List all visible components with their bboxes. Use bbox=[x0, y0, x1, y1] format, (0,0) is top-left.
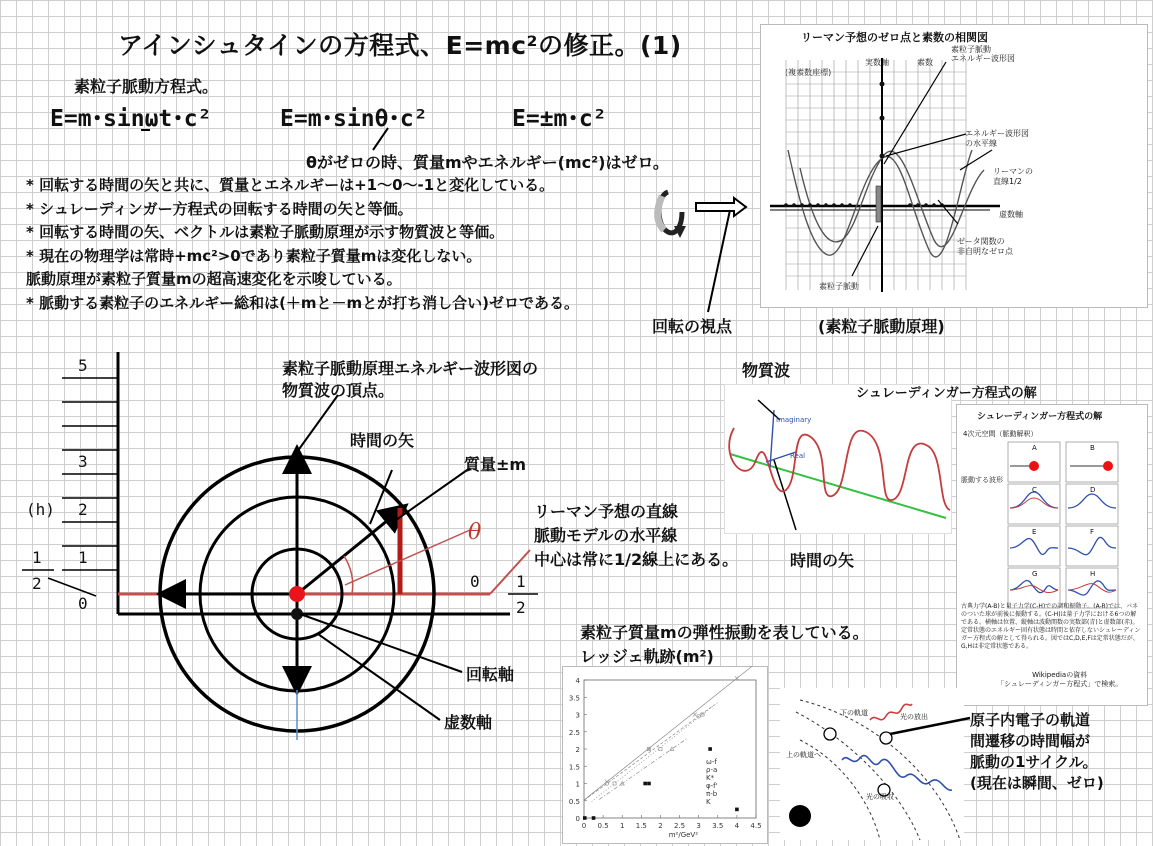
regge-x-axis-label: m²/GeV² bbox=[668, 831, 699, 839]
schrodinger-source: Wikipediaの資料 「シュレーディンガー方程式」で検索。 bbox=[997, 671, 1123, 688]
regge-subheading: レッジェ軌跡(m²) bbox=[580, 647, 714, 666]
imag-axis-label: 虚数軸 bbox=[444, 713, 493, 732]
regge-x-tick-label: 1.5 bbox=[635, 822, 647, 830]
subtitle: 素粒子脈動方程式。 bbox=[74, 77, 219, 96]
h-unit-label: (h) bbox=[26, 500, 55, 519]
regge-legend-entry: ω-f bbox=[706, 758, 717, 766]
tick-0: 0 bbox=[78, 594, 88, 613]
riemann-graph-title: リーマン予想のゼロ点と素数の相関図 bbox=[801, 31, 988, 44]
real-axis-tag: Real bbox=[790, 452, 806, 460]
regge-y-tick-label: 0.5 bbox=[568, 797, 580, 806]
regge-x-tick-label: 4.5 bbox=[750, 822, 762, 830]
rotation-icon bbox=[658, 192, 686, 238]
matter-wave-time-arrow: 時間の矢 bbox=[790, 551, 855, 570]
regge-y-tick-label: 4 bbox=[575, 677, 580, 685]
regge-y-tick-label: 1 bbox=[575, 780, 580, 789]
schrodinger-cell-label: G bbox=[1032, 570, 1038, 578]
rotation-viewpoint-label: 回転の視点 bbox=[652, 317, 733, 336]
regge-y-tick-label: 3.5 bbox=[568, 694, 580, 703]
bullet-item: 脈動原理が素粒子質量mの超高速変化を示唆している。 bbox=[26, 270, 402, 288]
regge-data-point bbox=[647, 782, 651, 786]
right-zero-label: 0 bbox=[470, 572, 480, 591]
tick-3: 3 bbox=[78, 452, 88, 471]
electron-orbit-plot bbox=[789, 700, 970, 840]
regge-data-point bbox=[735, 808, 739, 812]
regge-y-tick-label: 2 bbox=[575, 746, 580, 754]
regge-legend-entry: φ-f' bbox=[706, 782, 718, 790]
regge-x-tick-label: 4 bbox=[734, 822, 740, 830]
matter-wave-plot bbox=[729, 400, 950, 530]
regge-x-tick-label: 2.5 bbox=[673, 822, 686, 830]
regge-x-tick-label: 3 bbox=[696, 822, 701, 830]
bullet-item: * 現在の物理学は常時+mc²>0であり素粒子質量mは変化しない。 bbox=[26, 246, 482, 265]
schrodinger-cell-label: F bbox=[1090, 528, 1095, 536]
imag-axis-label-top: 虚数軸 bbox=[999, 210, 1023, 219]
regge-data-point bbox=[592, 816, 596, 820]
schrodinger-cell-label: C bbox=[1032, 486, 1037, 494]
energy-level-label: エネルギー波形図 の水平線 bbox=[965, 129, 1029, 148]
equation-3: E=±m･c² bbox=[512, 106, 607, 132]
regge-y-tick-label: 3 bbox=[575, 711, 580, 720]
riemann-line-label: リーマンの 直線1/2 bbox=[993, 167, 1033, 186]
schrodinger-grid bbox=[1008, 442, 1118, 608]
schrodinger-label-2: 脈動する波形 bbox=[961, 476, 1003, 484]
half-right-numerator: 1 bbox=[516, 572, 526, 591]
electron-transition-note: 原子内電子の軌道 間遷移の時間幅が 脈動の1サイクル。 (現在は瞬間、ゼロ) bbox=[970, 711, 1104, 792]
particle-pulse-label: 素粒子脈動 bbox=[819, 282, 859, 291]
regge-heading: 素粒子質量mの弾性振動を表している。 bbox=[580, 623, 869, 642]
riemann-line-note: リーマン予想の直線 脈動モデルの水平線 中心は常に1/2線上にある。 bbox=[534, 502, 739, 569]
emission-label: 光の放出 bbox=[900, 713, 928, 721]
regge-data-point bbox=[708, 747, 712, 751]
schrodinger-label-1: 4次元空間（脈動解釈） bbox=[963, 430, 1038, 438]
viewpoint-leader-line bbox=[708, 210, 730, 312]
schrodinger-cell-label: H bbox=[1090, 570, 1096, 578]
real-axis-label: 実数軸 bbox=[865, 58, 889, 67]
regge-legend-entry: ρ-a bbox=[706, 766, 718, 774]
schrodinger-panel-title: シュレーディンガー方程式の解 bbox=[977, 412, 1103, 422]
pulsation-wave-label: 素粒子脈動 エネルギー波形図 bbox=[951, 45, 1015, 63]
imaginary-axis-tag: Imaginary bbox=[776, 416, 812, 424]
complex-coord-label: (複素数座標) bbox=[785, 68, 832, 77]
bullet-item: * 脈動する素粒子のエネルギー総和は(＋mと－mとが打ち消し合い)ゼロである。 bbox=[26, 293, 580, 312]
tick-5: 5 bbox=[78, 356, 88, 375]
theta-symbol: θ bbox=[468, 520, 482, 545]
tick-2: 2 bbox=[78, 500, 88, 519]
half-left-denominator: 2 bbox=[32, 574, 42, 593]
theta-leader-line bbox=[373, 128, 388, 150]
regge-x-tick-label: 3.5 bbox=[712, 822, 724, 830]
schrodinger-cell-label: E bbox=[1032, 528, 1037, 536]
regge-legend-entry: K bbox=[706, 798, 711, 806]
time-arrow-label: 時間の矢 bbox=[350, 431, 415, 450]
matter-wave-label: 物質波 bbox=[742, 361, 791, 380]
regge-chart bbox=[569, 666, 762, 839]
bullet-item: * シュレーディンガー方程式の回転する時間の矢と等価。 bbox=[26, 199, 413, 218]
equation-1: E=m･sinωt･c² bbox=[50, 106, 212, 132]
regge-y-tick-label: 0 bbox=[575, 815, 580, 823]
regge-x-tick-label: 0 bbox=[581, 822, 587, 830]
page-title: アインシュタインの方程式、E=mc²の修正。(1) bbox=[118, 31, 682, 60]
theta-note: θがゼロの時、質量mやエネルギー(mc²)はゼロ。 bbox=[306, 153, 669, 172]
schrodinger-cell-label: B bbox=[1090, 444, 1095, 452]
zeta-zero-label: ゼータ関数の 非自明なゼロ点 bbox=[957, 237, 1013, 256]
upper-orbit-label: 上の軌道へ bbox=[786, 751, 821, 759]
circle-diagram bbox=[22, 352, 538, 740]
rotation-axis-label: 回転軸 bbox=[466, 665, 515, 684]
regge-data-point bbox=[643, 782, 647, 786]
regge-y-tick-label: 1.5 bbox=[568, 763, 580, 772]
regge-x-tick-label: 0.5 bbox=[597, 822, 609, 830]
regge-data-point bbox=[583, 816, 587, 820]
regge-legend-entry: K* bbox=[706, 774, 715, 782]
equation-2: E=m･sinθ･c² bbox=[280, 106, 428, 132]
absorption-label: 光の吸収 bbox=[866, 793, 894, 801]
bullet-item: * 回転する時間の矢、ベクトルは素粒子脈動原理が示す物質波と等価。 bbox=[26, 223, 505, 241]
half-left-numerator: 1 bbox=[32, 548, 42, 567]
regge-y-tick-label: 2.5 bbox=[568, 728, 580, 737]
regge-x-tick-label: 2 bbox=[658, 822, 663, 830]
schrodinger-cell-label: A bbox=[1032, 444, 1037, 452]
mass-label: 質量±m bbox=[464, 455, 527, 474]
primes-label: 素数 bbox=[917, 58, 933, 67]
regge-plot-frame bbox=[584, 680, 756, 818]
viewpoint-arrow bbox=[696, 198, 746, 216]
riemann-graph-plot bbox=[770, 58, 1000, 292]
schrodinger-caption: 古典力学(A-B)と量子力学(C-H)での調和振動子。(A-B)では、バネのついた球が前後に振動する。(C-H)は量子力学における6つの解である。横軸は位置、縦軸は波動関数の実数部(青)と虚数部(赤)。定常状態のエネルギー固有状態は時間と依存しないシュレーディンガー方程式の解として得られる。図ではC,D,E,Fは定常状態だが、G,Hは非定常状態である。 bbox=[961, 603, 1141, 650]
schrodinger-cell-label: D bbox=[1090, 486, 1096, 494]
regge-legend-entry: π-b bbox=[706, 790, 718, 798]
tick-1: 1 bbox=[78, 548, 88, 567]
schrodinger-heading: シュレーディンガー方程式の解 bbox=[856, 386, 1037, 401]
bullet-item: * 回転する時間の矢と共に、質量とエネルギーは+1～0～-1と変化している。 bbox=[26, 176, 555, 194]
half-right-denominator: 2 bbox=[516, 598, 526, 617]
lower-orbit-label: 下の軌道 bbox=[840, 709, 868, 717]
regge-x-tick-label: 1 bbox=[619, 822, 625, 830]
wave-peak-label: 素粒子脈動原理エネルギー波形図の 物質波の頂点。 bbox=[282, 359, 539, 400]
pulsation-principle-label: (素粒子脈動原理) bbox=[818, 317, 945, 336]
